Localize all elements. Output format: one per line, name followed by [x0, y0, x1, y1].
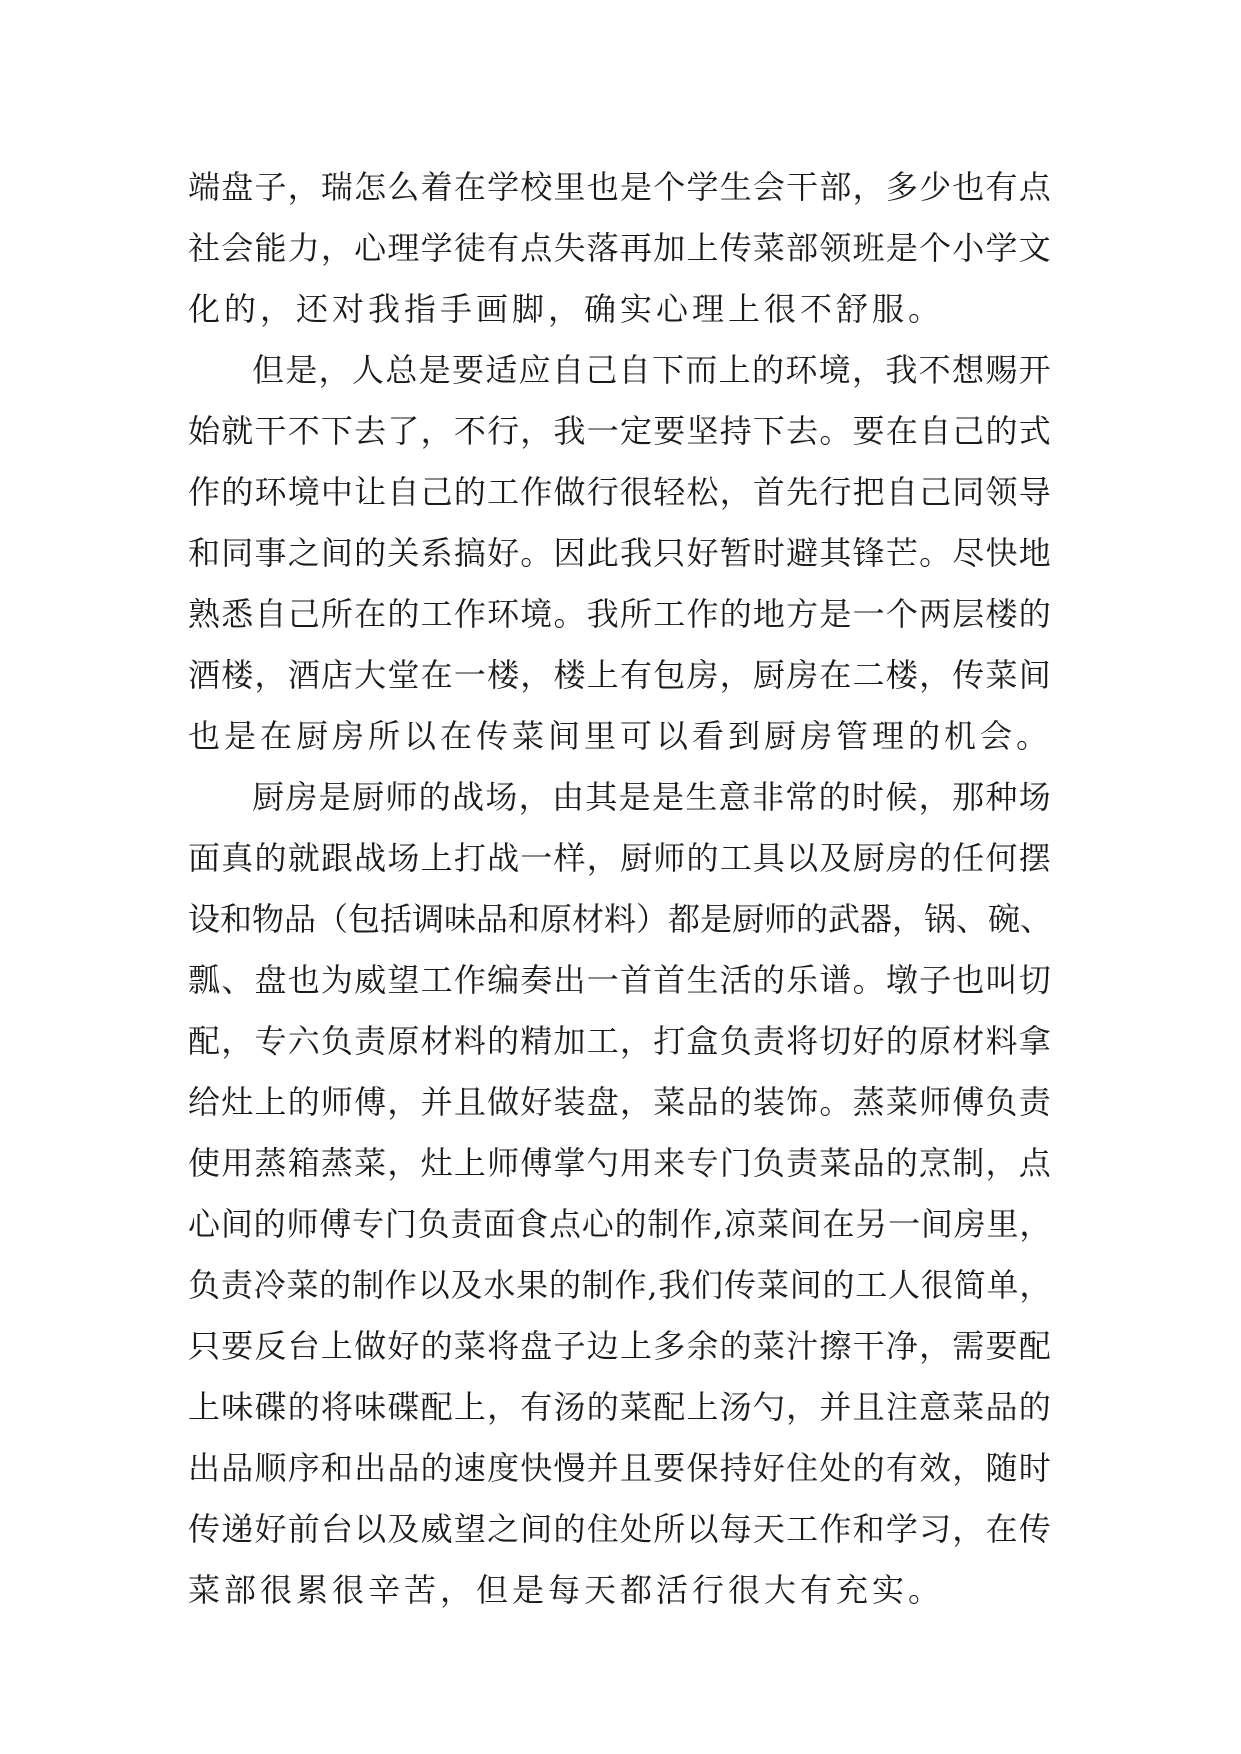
text-line: 作的环境中让自己的工作做行很轻松，首先行把自己同领导 — [188, 473, 1053, 511]
text-line: 酒楼，酒店大堂在一楼，楼上有包房，厨房在二楼，传菜间 — [188, 656, 1053, 694]
text-line: 给灶上的师傅，并且做好装盘，菜品的装饰。蒸菜师傅负责 — [188, 1083, 1053, 1121]
text-line: 负责冷菜的制作以及水果的制作,我们传菜间的工人很简单， — [188, 1266, 1053, 1304]
body-text — [188, 157, 1052, 1621]
text-line: 配，专六负责原材料的精加工，打盒负责将切好的原材料拿 — [188, 1022, 1053, 1060]
text-line: 社会能力，心理学徒有点失落再加上传菜部领班是个小学文 — [188, 229, 1053, 267]
text-line: 和同事之间的关系搞好。因此我只好暂时避其锋芒。尽快地 — [188, 534, 1053, 572]
text-line: 上味碟的将味碟配上，有汤的菜配上汤勺，并且注意菜品的 — [188, 1388, 1053, 1426]
text-line: 始就干不下去了，不行，我一定要坚持下去。要在自己的式 — [188, 412, 1053, 450]
text-line: 菜部很累很辛苦，但是每天都活行很大有充实。 — [188, 1571, 945, 1609]
text-line: 出品顺序和出品的速度快慢并且要保持好住处的有效，随时 — [188, 1449, 1053, 1487]
text-line: 心间的师傅专门负责面食点心的制作,凉菜间在另一间房里， — [188, 1205, 1053, 1243]
text-line: 也是在厨房所以在传菜间里可以看到厨房管理的机会。 — [188, 717, 1053, 755]
text-line: 设和物品（包括调味品和原材料）都是厨师的武器，锅、碗、 — [188, 900, 1053, 938]
paragraph-first-line: 但是，人总是要适应自己自下而上的环境，我不想赐开 — [252, 351, 1053, 389]
text-line: 端盘子，瑞怎么着在学校里也是个学生会干部，多少也有点 — [188, 168, 1053, 206]
text-line: 传递好前台以及威望之间的住处所以每天工作和学习，在传 — [188, 1510, 1053, 1548]
paragraph-first-line: 厨房是厨师的战场，由其是是生意非常的时候，那种场 — [252, 778, 1053, 816]
text-line: 熟悉自己所在的工作环境。我所工作的地方是一个两层楼的 — [188, 595, 1053, 633]
text-line: 使用蒸箱蒸菜，灶上师傅掌勺用来专门负责菜品的烹制，点 — [188, 1144, 1053, 1182]
text-line: 瓢、盘也为威望工作编奏出一首首生活的乐谱。墩子也叫切 — [188, 961, 1053, 999]
text-line: 化的，还对我指手画脚，确实心理上很不舒服。 — [188, 290, 945, 328]
text-line: 只要反台上做好的菜将盘子边上多余的菜汁擦干净，需要配 — [188, 1327, 1053, 1365]
text-line: 面真的就跟战场上打战一样，厨师的工具以及厨房的任何摆 — [188, 839, 1053, 877]
